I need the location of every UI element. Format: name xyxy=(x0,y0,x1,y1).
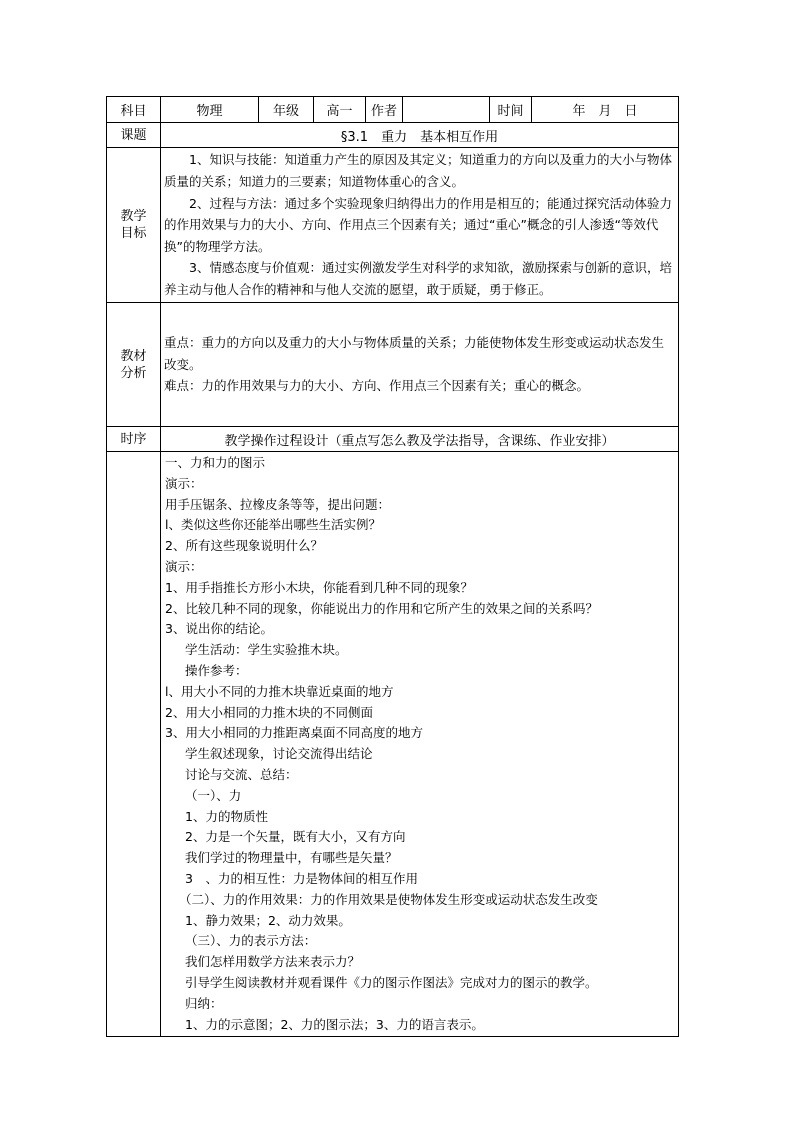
design-title: 教学操作过程设计（重点写怎么教及学法指导，含课练、作业安排） xyxy=(161,427,679,452)
process-line: 2、用大小相同的力推木块的不同侧面 xyxy=(165,704,373,720)
objective-process: 2、过程与方法：通过多个实验现象归纳得出力的作用是相互的；能通过探究活动体验力的作用效果与力的大小、方向、作用点三个因素有关；通过“重心”概念的引人渗透“等效代换”的物理学方法。 xyxy=(164,195,672,254)
process-line: （三）、力的表示方法： xyxy=(185,933,317,949)
grade-value: 高一 xyxy=(314,97,366,123)
process-line: 1、力的示意图；2、力的图示法；3、力的语言表示。 xyxy=(185,1016,484,1032)
objective-attitude: 3、情感态度与价值观：通过实例激发学生对科学的求知欲，激励探索与创新的意识，培养主动与他人合作的精神和与他人交流的愿望，敢于质疑，勇于修正。 xyxy=(164,260,672,297)
author-value xyxy=(403,97,490,123)
sequence-empty-cell xyxy=(107,452,161,1037)
process-line: l、用大小不同的力推木块靠近桌面的地方 xyxy=(165,683,394,699)
process-line: （二）、力的作用效果：力的作用效果是使物体发生形变或运动状态发生改变 xyxy=(179,891,598,907)
analysis-content xyxy=(161,303,679,427)
process-line: 学生活动：学生实验推木块。 xyxy=(185,642,348,658)
process-content xyxy=(161,452,679,1037)
topic-row xyxy=(107,123,679,148)
topic-label: 课题 xyxy=(107,123,161,148)
time-value: 年 月 日 xyxy=(532,97,679,123)
process-line: 1、静力效果；2、动力效果。 xyxy=(185,912,351,928)
objective-knowledge: 1、知识与技能：知道重力产生的原因及其定义；知道重力的方向以及重力的大小与物体质量的关系；知道力的三要素；知道物体重心的含义。 xyxy=(164,152,672,190)
process-line: 操作参考： xyxy=(185,662,248,678)
objectives-content xyxy=(161,148,679,303)
process-line: 3、用大小相同的力推距离桌面不同高度的地方 xyxy=(165,725,423,741)
process-line: 我们怎样用数学方法来表示力？ xyxy=(185,954,361,970)
process-line: 3 、力的相互性：力是物体间的相互作用 xyxy=(185,870,418,886)
topic-value: §3.1 重力 基本相互作用 xyxy=(161,123,679,148)
objectives-label xyxy=(107,148,161,303)
process-line: 2、力是一个矢量，既有大小，又有方向 xyxy=(185,829,406,845)
header-row xyxy=(107,97,679,123)
process-line: （一）、力 xyxy=(185,787,242,803)
process-line: 1、力的物质性 xyxy=(185,808,268,824)
process-line: 引导学生阅读教材并观看课件《力的图示作图法》完成对力的图示的教学。 xyxy=(185,974,598,990)
process-line: 3、说出你的结论。 xyxy=(165,621,273,637)
key-points: 重点：重力的方向以及重力的大小与物体质量的关系；力能使物体发生形变或运动状态发生改变。 xyxy=(164,335,665,372)
analysis-row xyxy=(107,303,679,427)
process-line: 用手压锯条、拉橡皮条等等，提出问题： xyxy=(165,496,391,512)
author-label: 作者 xyxy=(366,97,403,123)
sequence-label: 时序 xyxy=(107,427,161,452)
process-line: 我们学过的物理量中，有哪些是矢量？ xyxy=(185,850,398,866)
process-line: 演示： xyxy=(165,475,203,491)
process-line: 2、所有这些现象说明什么？ xyxy=(165,538,323,554)
analysis-label-text: 教材分析 xyxy=(120,348,147,381)
process-line: 一、力和力的图示 xyxy=(165,455,266,470)
time-label: 时间 xyxy=(490,97,532,123)
process-line: 归纳： xyxy=(185,995,223,1011)
process-row xyxy=(107,452,679,1037)
subject-label: 科目 xyxy=(107,97,161,123)
analysis-label xyxy=(107,303,161,427)
process-line: l、类似这些你还能举出哪些生活实例？ xyxy=(165,517,381,533)
subject-value: 物理 xyxy=(161,97,259,123)
lesson-plan-table xyxy=(106,96,679,1037)
objectives-label-text: 教学目标 xyxy=(120,209,147,241)
process-line: 2、比较几种不同的现象，你能说出力的作用和它所产生的效果之间的关系吗？ xyxy=(165,600,598,616)
grade-label: 年级 xyxy=(259,97,314,123)
objectives-row xyxy=(107,148,679,303)
process-line: 学生叙述现象，讨论交流得出结论 xyxy=(185,746,373,762)
process-line: 讨论与交流、总结： xyxy=(185,766,298,782)
process-line: 演示： xyxy=(165,558,203,574)
difficult-points: 难点：力的作用效果与力的大小、方向、作用点三个因素有关；重心的概念。 xyxy=(164,378,590,394)
sequence-row xyxy=(107,427,679,452)
process-line: 1、用手指推长方形小木块，你能看到几种不同的现象？ xyxy=(165,579,473,595)
